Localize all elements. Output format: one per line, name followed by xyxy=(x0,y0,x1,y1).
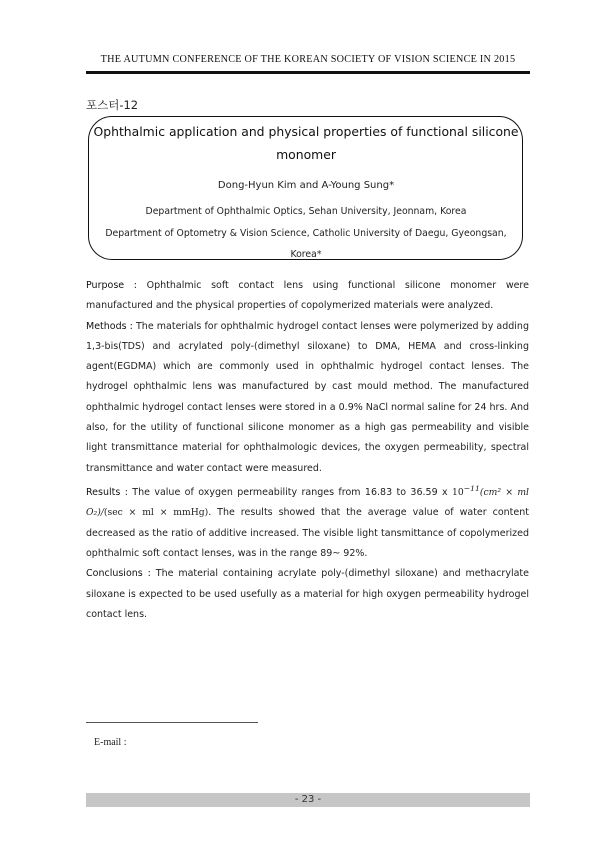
abstract-body xyxy=(86,276,529,625)
conclusions-label: Conclusions : xyxy=(86,568,151,580)
paper-title xyxy=(86,120,526,166)
page-number: - 23 - xyxy=(294,794,322,805)
purpose-label: Purpose : xyxy=(86,280,137,291)
authors: Dong-Hyun Kim and A-Young Sung* xyxy=(217,180,395,191)
header-rule xyxy=(86,71,530,74)
affiliation-1: Department of Ophthalmic Optics, Sehan University, Jeonnam, Korea xyxy=(145,206,467,217)
permeability-unit: $10^{-11}(cm^2$ × ml O₂)/(sec × ml × mmHg) xyxy=(86,483,529,519)
conclusions-paragraph xyxy=(86,564,529,625)
purpose-text: Ophthalmic soft contact lens using functional silicone monomer were manufactured and the physical properties of copolymerized materials were analyzed. xyxy=(86,280,529,312)
results-text-before: The value of oxygen permeability ranges from 16.83 to 36.59 x xyxy=(132,487,448,499)
results-label: Results : xyxy=(86,487,128,499)
purpose-paragraph xyxy=(86,276,529,317)
poster-label: 포스터-12 xyxy=(86,98,139,112)
affiliation-2-line-1: Department of Optometry & Vision Science, Catholic University of Daegu, Gyeongsan, xyxy=(105,227,507,239)
conference-header: THE AUTUMN CONFERENCE OF THE KOREAN SOCIETY OF VISION SCIENCE IN 2015 xyxy=(100,54,516,65)
results-paragraph xyxy=(86,479,529,564)
conclusions-text: The material containing acrylate poly-(dimethyl siloxane) and methacrylate siloxane is expected to be used usefully as a material for high oxygen permeability hydrogel contact lens. xyxy=(86,568,529,620)
title-line-1: Ophthalmic application and physical properties of functional silicone xyxy=(93,124,519,139)
methods-label: Methods : xyxy=(86,320,133,332)
footnote-rule xyxy=(86,722,258,723)
title-line-2: monomer xyxy=(276,147,336,162)
affiliation-2-line-2: Korea* xyxy=(290,249,322,260)
methods-text: The materials for ophthalmic hydrogel contact lenses were polymerized by adding 1,3-bis(TDS) and acrylated poly-(dimethyl siloxane) to DMA, HEMA and cross-linking agent(EGDMA) which are commonly used in ophthalmic hydrogel contact lenses. The hydrogel ophthalmic lens was manufactured by cast mould method. The manufactured ophthalmic hydrogel contact lenses were stored in a 0.9% NaCl normal saline for 24 hrs. And also, for the utility of functional silicone monomer as a high gas permeability and visible light transmittance material for ophthalmologic devices, the oxygen permeability, spectral transmittance and water contact were measured. xyxy=(86,320,529,474)
email-footnote: E-mail : xyxy=(94,737,127,748)
affiliations xyxy=(90,201,522,266)
page-number-bar xyxy=(86,793,530,807)
methods-paragraph xyxy=(86,317,529,479)
results-text-after: . The results showed that the average value of water content decreased as the ratio of additive increased. The visible light tansmittance of copolymerized ophthalmic soft contact lenses, was in the range 89~ 92%. xyxy=(86,507,529,559)
